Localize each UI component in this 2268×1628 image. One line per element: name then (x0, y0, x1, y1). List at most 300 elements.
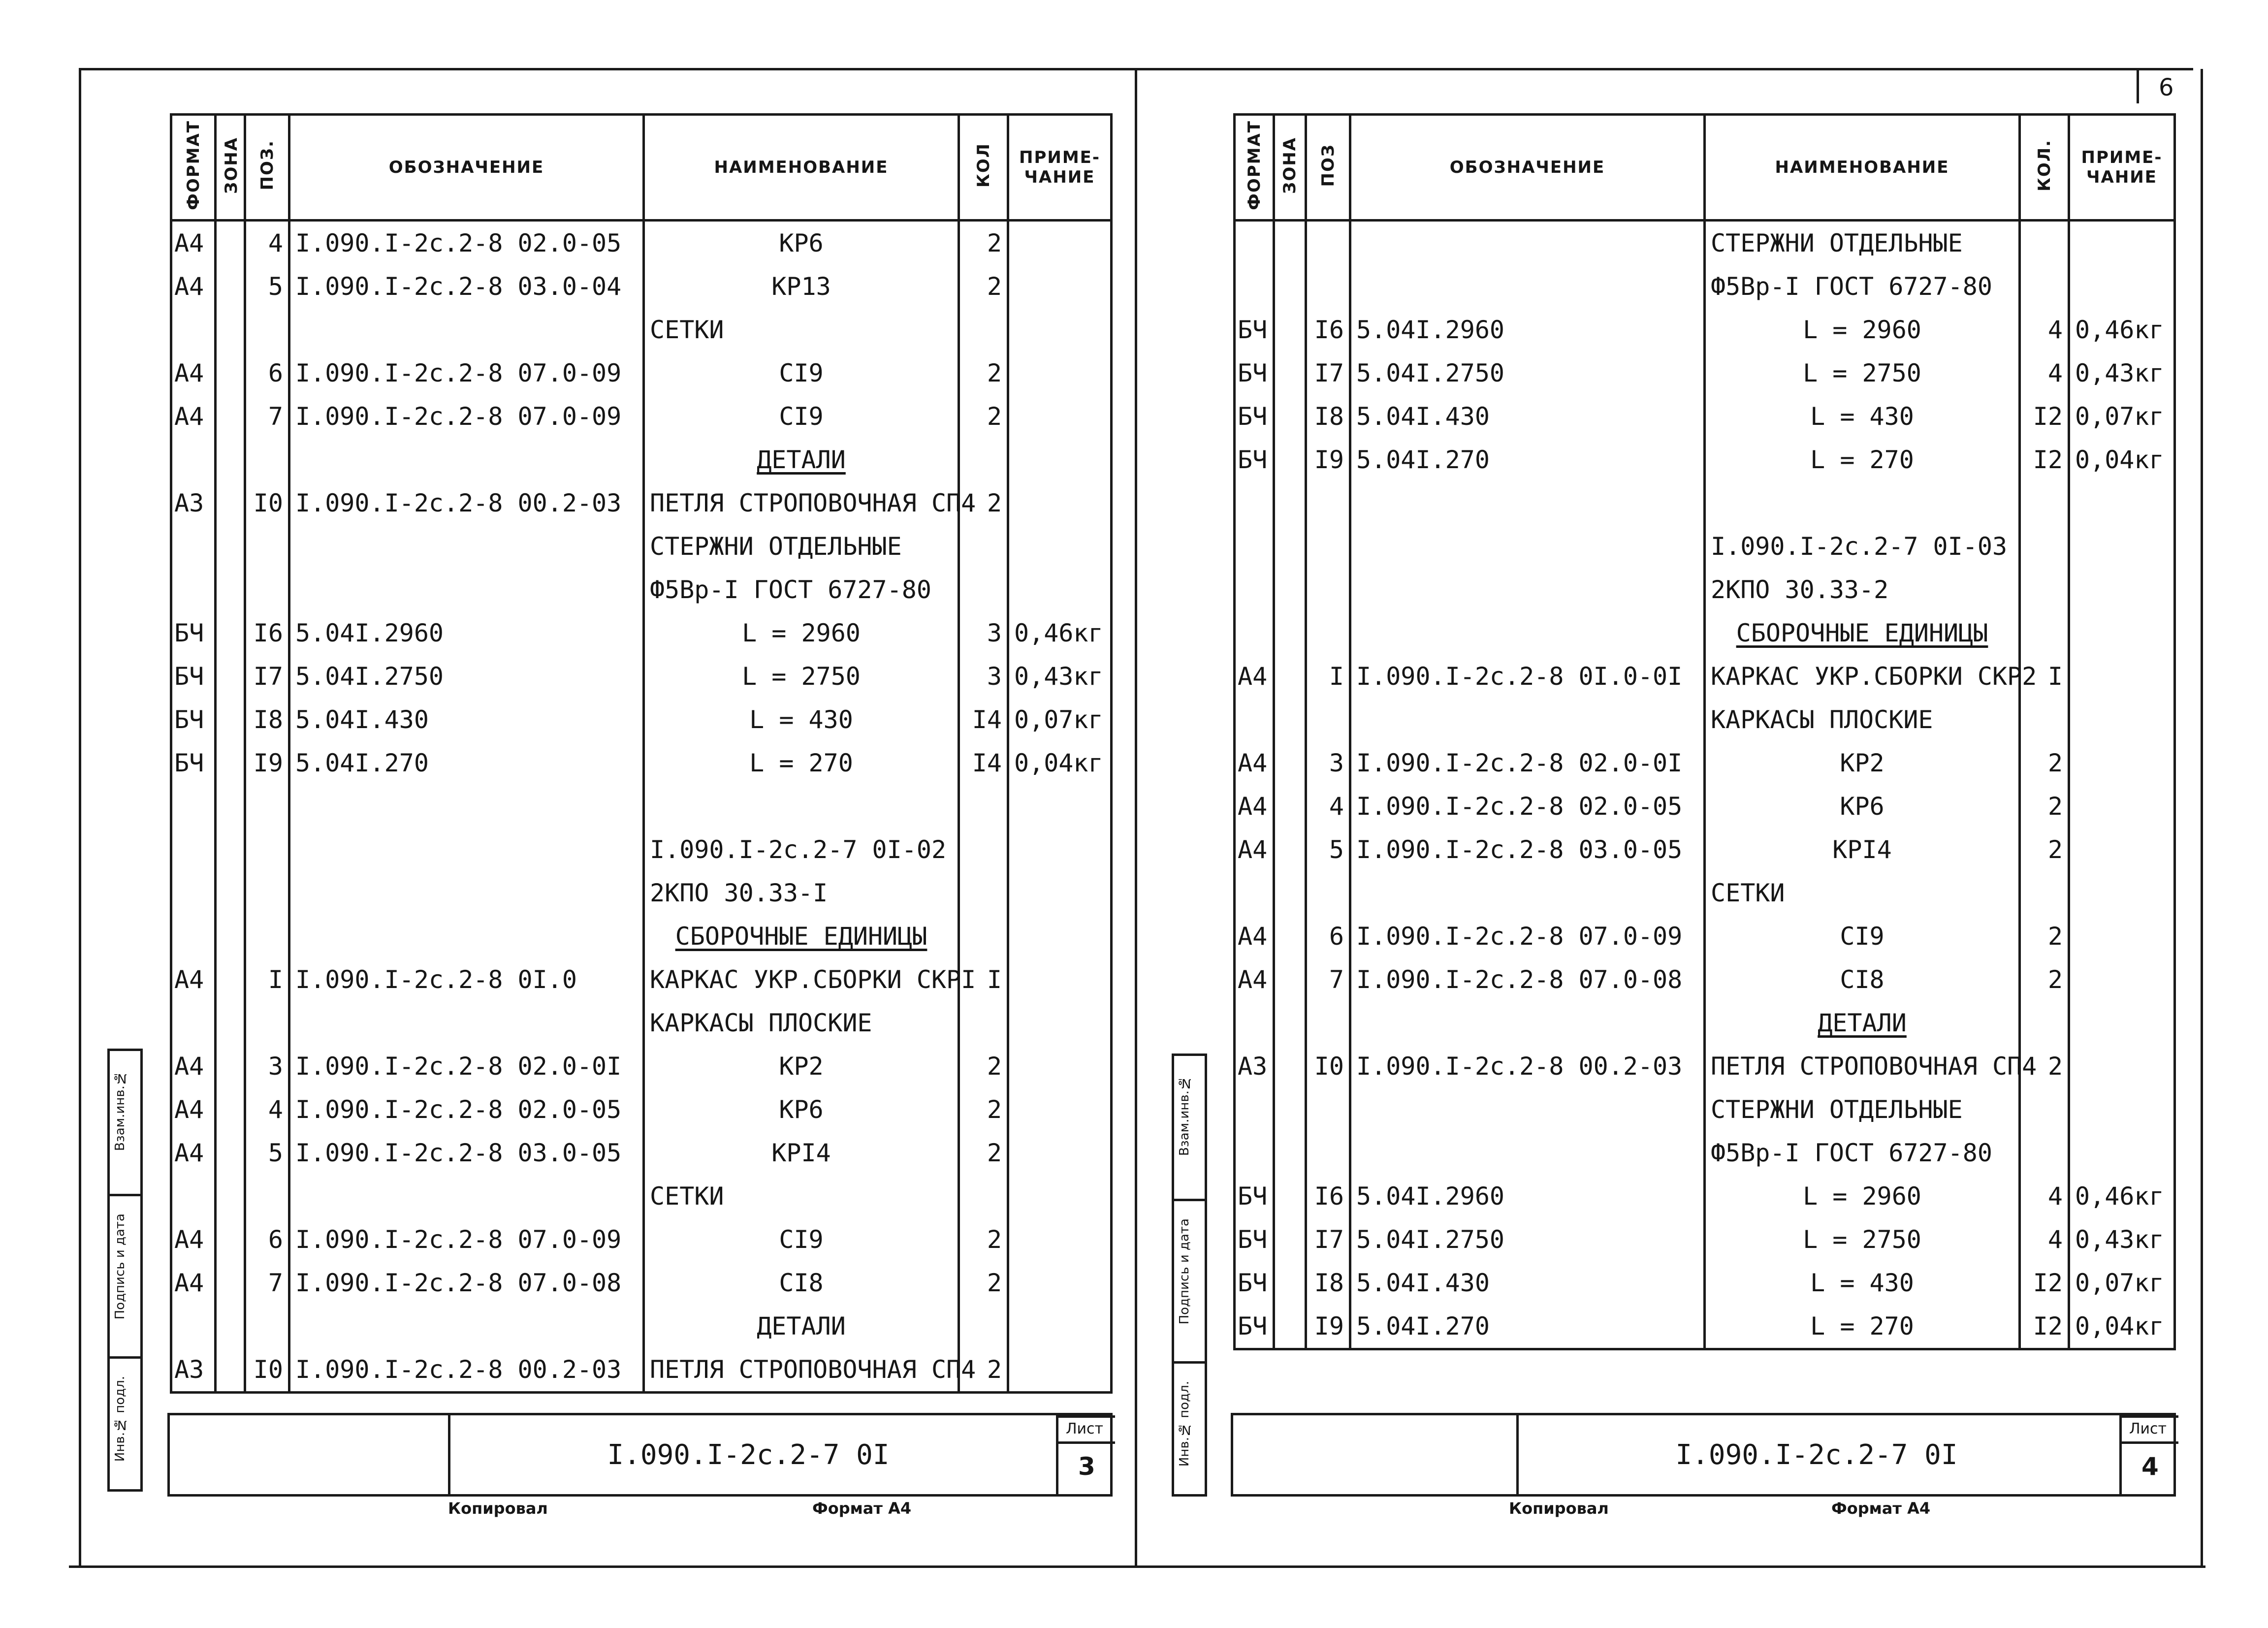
row-zone (216, 1261, 245, 1305)
row-designation (289, 525, 644, 568)
row-zone (216, 871, 245, 915)
row-note (2069, 265, 2175, 308)
spec-table-right (1233, 113, 2176, 1350)
row-designation (1350, 1131, 1705, 1175)
row-zone (1274, 1305, 1306, 1349)
side-label-inv: Инв.№ подл. (113, 1376, 128, 1462)
row-designation: I.090.I-2с.2-8 00.2-03 (289, 481, 644, 525)
row-format (171, 785, 216, 828)
table-row (1235, 655, 2175, 698)
row-zone (216, 351, 245, 395)
row-zone (1274, 655, 1306, 698)
row-name: ДЕТАЛИ (644, 1305, 959, 1348)
row-note (2069, 915, 2175, 958)
side-label-sign: Подпись и дата (1177, 1218, 1192, 1325)
header-zone: ЗОНА (1274, 115, 1306, 221)
sheet-separator (1135, 68, 1137, 1567)
table-row (171, 698, 1112, 741)
row-note (1008, 525, 1112, 568)
row-position (245, 525, 289, 568)
row-quantity (2020, 525, 2069, 568)
table-row (171, 395, 1112, 438)
row-quantity: 2 (959, 265, 1008, 308)
row-name: КАРКАС УКР.СБОРКИ СКРI (644, 958, 959, 1001)
row-format: А4 (1235, 741, 1274, 785)
doc-code: I.090.I-2с.2-7 0I (1675, 1439, 1958, 1471)
row-position: 6 (1306, 915, 1350, 958)
row-zone (216, 1218, 245, 1261)
table-row (171, 481, 1112, 525)
row-note (1008, 395, 1112, 438)
side-strip-left (107, 1049, 143, 1492)
row-zone (1274, 915, 1306, 958)
row-format: БЧ (171, 655, 216, 698)
header-format: ФОРМАТ (1235, 115, 1274, 221)
row-name (1705, 481, 2020, 525)
row-zone (1274, 1001, 1306, 1045)
row-position: 3 (1306, 741, 1350, 785)
row-name: I.090.I-2с.2-7 0I-02 (644, 828, 959, 871)
row-designation: I.090.I-2с.2-8 07.0-09 (289, 351, 644, 395)
row-position (1306, 265, 1350, 308)
header-qty: КОЛ (959, 115, 1008, 221)
row-name: L = 2960 (1705, 1175, 2020, 1218)
row-designation (289, 828, 644, 871)
table-row (171, 438, 1112, 481)
row-note: 0,07кг (2069, 1261, 2175, 1305)
title-block-divider (448, 1415, 450, 1494)
row-position (245, 1001, 289, 1045)
row-quantity (959, 525, 1008, 568)
row-note (1008, 351, 1112, 395)
row-format: А4 (171, 958, 216, 1001)
row-name: СI9 (644, 351, 959, 395)
row-position (1306, 525, 1350, 568)
row-zone (1274, 481, 1306, 525)
footer-format: Формат А4 (1831, 1499, 1931, 1518)
row-designation: 5.04I.2960 (1350, 1175, 1705, 1218)
header-row (171, 115, 1112, 221)
table-row (171, 1348, 1112, 1393)
row-quantity: 2 (959, 1261, 1008, 1305)
table-row (171, 265, 1112, 308)
header-name: НАИМЕНОВАНИЕ (1705, 115, 2020, 221)
row-note (1008, 438, 1112, 481)
table-row (1235, 525, 2175, 568)
row-name: Ф5Вр-I ГОСТ 6727-80 (1705, 265, 2020, 308)
table-row (171, 1218, 1112, 1261)
row-quantity (2020, 221, 2069, 265)
row-designation (1350, 265, 1705, 308)
row-designation: 5.04I.270 (289, 741, 644, 785)
sheet-left (170, 113, 1110, 1418)
row-quantity (959, 871, 1008, 915)
row-note (1008, 481, 1112, 525)
row-format (1235, 871, 1274, 915)
row-zone (1274, 871, 1306, 915)
row-format (1235, 265, 1274, 308)
row-quantity: I (959, 958, 1008, 1001)
row-designation: I.090.I-2с.2-8 03.0-04 (289, 265, 644, 308)
table-row (1235, 698, 2175, 741)
row-note (1008, 1261, 1112, 1305)
row-name: L = 2750 (644, 655, 959, 698)
row-format (1235, 525, 1274, 568)
row-format: А3 (1235, 1045, 1274, 1088)
row-note: 0,46кг (1008, 611, 1112, 655)
row-name: L = 2750 (1705, 1218, 2020, 1261)
row-note (2069, 568, 2175, 611)
row-format (1235, 611, 1274, 655)
row-name: КАРКАС УКР.СБОРКИ СКР2 (1705, 655, 2020, 698)
row-quantity (2020, 265, 2069, 308)
table-row (1235, 221, 2175, 265)
corner-box-left (2137, 69, 2139, 103)
table-row (1235, 871, 2175, 915)
table-row (171, 221, 1112, 265)
row-format: А4 (171, 1131, 216, 1175)
row-position: 3 (245, 1045, 289, 1088)
row-name: КР6 (1705, 785, 2020, 828)
row-note (1008, 221, 1112, 265)
row-note (2069, 741, 2175, 785)
row-quantity (2020, 871, 2069, 915)
side-cell-divider (1174, 1361, 1205, 1364)
row-position: I9 (245, 741, 289, 785)
row-note (2069, 828, 2175, 871)
row-note (1008, 785, 1112, 828)
row-format (171, 1175, 216, 1218)
table-row (1235, 741, 2175, 785)
row-position: 7 (1306, 958, 1350, 1001)
header-pos: ПОЗ (1306, 115, 1350, 221)
row-name: СЕТКИ (1705, 871, 2020, 915)
row-note (2069, 611, 2175, 655)
row-quantity: I2 (2020, 438, 2069, 481)
row-zone (1274, 265, 1306, 308)
row-name: ПЕТЛЯ СТРОПОВОЧНАЯ СП4 (1705, 1045, 2020, 1088)
row-quantity (959, 438, 1008, 481)
row-format: А4 (1235, 958, 1274, 1001)
row-zone (1274, 525, 1306, 568)
row-zone (1274, 958, 1306, 1001)
row-designation: I.090.I-2с.2-8 03.0-05 (1350, 828, 1705, 871)
row-zone (216, 1045, 245, 1088)
row-quantity: 3 (959, 655, 1008, 698)
row-position (1306, 481, 1350, 525)
row-position (245, 828, 289, 871)
row-format: А4 (171, 221, 216, 265)
table-row (171, 1088, 1112, 1131)
row-position: 5 (1306, 828, 1350, 871)
title-block-left (167, 1413, 1113, 1497)
row-position (245, 1305, 289, 1348)
row-quantity (959, 1305, 1008, 1348)
table-row (1235, 1305, 2175, 1349)
header-note: ПРИМЕ- ЧАНИЕ (1008, 115, 1112, 221)
row-designation (1350, 1088, 1705, 1131)
row-zone (216, 1001, 245, 1045)
row-note (2069, 221, 2175, 265)
row-position: I9 (1306, 1305, 1350, 1349)
row-name: КРI4 (1705, 828, 2020, 871)
row-position: 4 (245, 1088, 289, 1131)
row-note: 0,46кг (2069, 1175, 2175, 1218)
row-designation: I.090.I-2с.2-8 02.0-0I (289, 1045, 644, 1088)
side-label-replace: Взам.инв.№ (1177, 1076, 1192, 1156)
row-designation: 5.04I.430 (1350, 1261, 1705, 1305)
row-designation: 5.04I.2750 (1350, 1218, 1705, 1261)
row-format: А4 (171, 265, 216, 308)
table-row (1235, 1045, 2175, 1088)
table-row (171, 1175, 1112, 1218)
row-quantity: 2 (2020, 915, 2069, 958)
row-position (245, 568, 289, 611)
table-row (171, 828, 1112, 871)
row-position: 4 (245, 221, 289, 265)
row-designation: I.090.I-2с.2-8 07.0-08 (289, 1261, 644, 1305)
row-designation: I.090.I-2с.2-8 02.0-05 (289, 221, 644, 265)
table-row (171, 871, 1112, 915)
row-note (1008, 568, 1112, 611)
side-label-sign: Подпись и дата (113, 1213, 128, 1320)
row-position (1306, 871, 1350, 915)
table-row (1235, 395, 2175, 438)
row-quantity: 2 (959, 351, 1008, 395)
row-designation: 5.04I.2960 (289, 611, 644, 655)
row-zone (216, 1175, 245, 1218)
table-row (171, 351, 1112, 395)
side-cell-divider (1174, 1199, 1205, 1201)
row-position (245, 438, 289, 481)
footer-copied: Копировал (448, 1499, 548, 1518)
row-position: I7 (1306, 351, 1350, 395)
row-position: 5 (245, 1131, 289, 1175)
row-note: 0,07кг (1008, 698, 1112, 741)
row-name: СI9 (1705, 915, 2020, 958)
title-block-divider (1516, 1415, 1519, 1494)
row-position: I9 (1306, 438, 1350, 481)
row-quantity (959, 568, 1008, 611)
header-pos: ПОЗ. (245, 115, 289, 221)
row-format: БЧ (1235, 1218, 1274, 1261)
row-zone (1274, 1045, 1306, 1088)
row-note (2069, 1045, 2175, 1088)
row-quantity: 2 (959, 395, 1008, 438)
header-qty: КОЛ. (2020, 115, 2069, 221)
row-note (1008, 958, 1112, 1001)
row-designation (289, 785, 644, 828)
spec-table-left (170, 113, 1113, 1394)
row-note (2069, 525, 2175, 568)
table-row (1235, 1001, 2175, 1045)
row-zone (216, 611, 245, 655)
row-quantity (2020, 1001, 2069, 1045)
row-designation (289, 308, 644, 351)
row-format: А4 (1235, 828, 1274, 871)
row-designation: I.090.I-2с.2-8 0I.0-0I (1350, 655, 1705, 698)
row-zone (216, 1131, 245, 1175)
row-format (171, 568, 216, 611)
row-zone (1274, 1218, 1306, 1261)
side-cell-divider (110, 1356, 140, 1359)
row-name: 2КПО 30.33-2 (1705, 568, 2020, 611)
row-zone (216, 1088, 245, 1131)
row-format: А3 (171, 481, 216, 525)
table-row (1235, 568, 2175, 611)
row-designation: I.090.I-2с.2-8 02.0-05 (1350, 785, 1705, 828)
side-label-inv: Инв.№ подл. (1177, 1381, 1192, 1467)
row-quantity (959, 915, 1008, 958)
row-zone (1274, 828, 1306, 871)
row-note: 0,43кг (1008, 655, 1112, 698)
row-format (171, 871, 216, 915)
row-designation: 5.04I.270 (1350, 1305, 1705, 1349)
row-quantity: I2 (2020, 395, 2069, 438)
spec-rows-right (1235, 221, 2175, 1349)
row-position (245, 785, 289, 828)
header-zone: ЗОНА (216, 115, 245, 221)
row-format: БЧ (1235, 1305, 1274, 1349)
row-note (1008, 1001, 1112, 1045)
row-zone (216, 438, 245, 481)
row-name: СБОРОЧНЫЕ ЕДИНИЦЫ (644, 915, 959, 958)
row-designation (1350, 611, 1705, 655)
row-zone (1274, 438, 1306, 481)
row-note (1008, 828, 1112, 871)
row-designation (1350, 221, 1705, 265)
row-zone (1274, 308, 1306, 351)
row-name: СЕТКИ (644, 308, 959, 351)
row-quantity: 2 (959, 1131, 1008, 1175)
table-row (1235, 785, 2175, 828)
row-name: СЕТКИ (644, 1175, 959, 1218)
table-row (1235, 915, 2175, 958)
row-position: I0 (1306, 1045, 1350, 1088)
row-name: КР13 (644, 265, 959, 308)
row-format (1235, 698, 1274, 741)
row-format: БЧ (1235, 395, 1274, 438)
row-quantity (2020, 611, 2069, 655)
row-format: А3 (171, 1348, 216, 1393)
row-name: L = 430 (1705, 395, 2020, 438)
row-format: БЧ (1235, 1261, 1274, 1305)
row-quantity: 2 (959, 481, 1008, 525)
row-name: L = 430 (1705, 1261, 2020, 1305)
row-designation: I.090.I-2с.2-8 07.0-08 (1350, 958, 1705, 1001)
row-name: КР6 (644, 1088, 959, 1131)
row-quantity: 2 (959, 1088, 1008, 1131)
table-row (1235, 308, 2175, 351)
row-designation: 5.04I.270 (1350, 438, 1705, 481)
row-name: КР2 (644, 1045, 959, 1088)
row-position (1306, 1088, 1350, 1131)
row-format: А4 (1235, 915, 1274, 958)
row-note: 0,46кг (2069, 308, 2175, 351)
row-zone (216, 785, 245, 828)
row-note: 0,04кг (1008, 741, 1112, 785)
row-designation (289, 568, 644, 611)
row-name: L = 2960 (644, 611, 959, 655)
row-note (2069, 1088, 2175, 1131)
row-position: I6 (1306, 1175, 1350, 1218)
row-designation: 5.04I.2960 (1350, 308, 1705, 351)
table-row (1235, 351, 2175, 395)
row-name: L = 430 (644, 698, 959, 741)
row-zone (1274, 351, 1306, 395)
header-designation: ОБОЗНАЧЕНИЕ (1350, 115, 1705, 221)
row-note: 0,04кг (2069, 438, 2175, 481)
row-position: I8 (1306, 1261, 1350, 1305)
row-designation: I.090.I-2с.2-8 02.0-05 (289, 1088, 644, 1131)
header-designation: ОБОЗНАЧЕНИЕ (289, 115, 644, 221)
row-designation (1350, 525, 1705, 568)
row-designation (289, 1305, 644, 1348)
table-row (171, 741, 1112, 785)
list-divider (2122, 1441, 2178, 1444)
table-row (171, 308, 1112, 351)
table-row (171, 611, 1112, 655)
row-name: КР6 (644, 221, 959, 265)
row-quantity: 4 (2020, 1175, 2069, 1218)
row-zone (1274, 1261, 1306, 1305)
row-position: 6 (245, 1218, 289, 1261)
table-row (171, 1001, 1112, 1045)
table-row (171, 525, 1112, 568)
row-quantity: 2 (2020, 958, 2069, 1001)
row-zone (216, 915, 245, 958)
table-row (171, 1261, 1112, 1305)
spec-rows-left (171, 221, 1112, 1393)
row-format (1235, 568, 1274, 611)
row-format: А4 (171, 395, 216, 438)
row-position: I8 (245, 698, 289, 741)
row-name: Ф5Вр-I ГОСТ 6727-80 (1705, 1131, 2020, 1175)
row-note (1008, 1348, 1112, 1393)
row-format (171, 915, 216, 958)
row-designation: 5.04I.2750 (289, 655, 644, 698)
row-format: А4 (171, 1088, 216, 1131)
row-designation: I.090.I-2с.2-8 07.0-09 (1350, 915, 1705, 958)
row-name: Ф5Вр-I ГОСТ 6727-80 (644, 568, 959, 611)
row-note (1008, 1045, 1112, 1088)
row-name: КР2 (1705, 741, 2020, 785)
row-position (1306, 698, 1350, 741)
row-zone (216, 655, 245, 698)
row-quantity (959, 785, 1008, 828)
row-name: СТЕРЖНИ ОТДЕЛЬНЫЕ (1705, 1088, 2020, 1131)
title-block-right (1231, 1413, 2176, 1497)
row-quantity (959, 828, 1008, 871)
table-row (1235, 438, 2175, 481)
row-zone (1274, 1088, 1306, 1131)
row-zone (216, 1305, 245, 1348)
row-zone (1274, 568, 1306, 611)
row-quantity: I4 (959, 698, 1008, 741)
row-zone (216, 395, 245, 438)
table-row (1235, 1261, 2175, 1305)
row-note (2069, 785, 2175, 828)
row-name: L = 2960 (1705, 308, 2020, 351)
row-format: А4 (1235, 785, 1274, 828)
row-position (1306, 568, 1350, 611)
row-name: L = 2750 (1705, 351, 2020, 395)
row-designation: I.090.I-2с.2-8 0I.0 (289, 958, 644, 1001)
row-designation (289, 1001, 644, 1045)
row-zone (216, 265, 245, 308)
table-row (171, 1045, 1112, 1088)
list-number: 4 (2141, 1452, 2159, 1481)
